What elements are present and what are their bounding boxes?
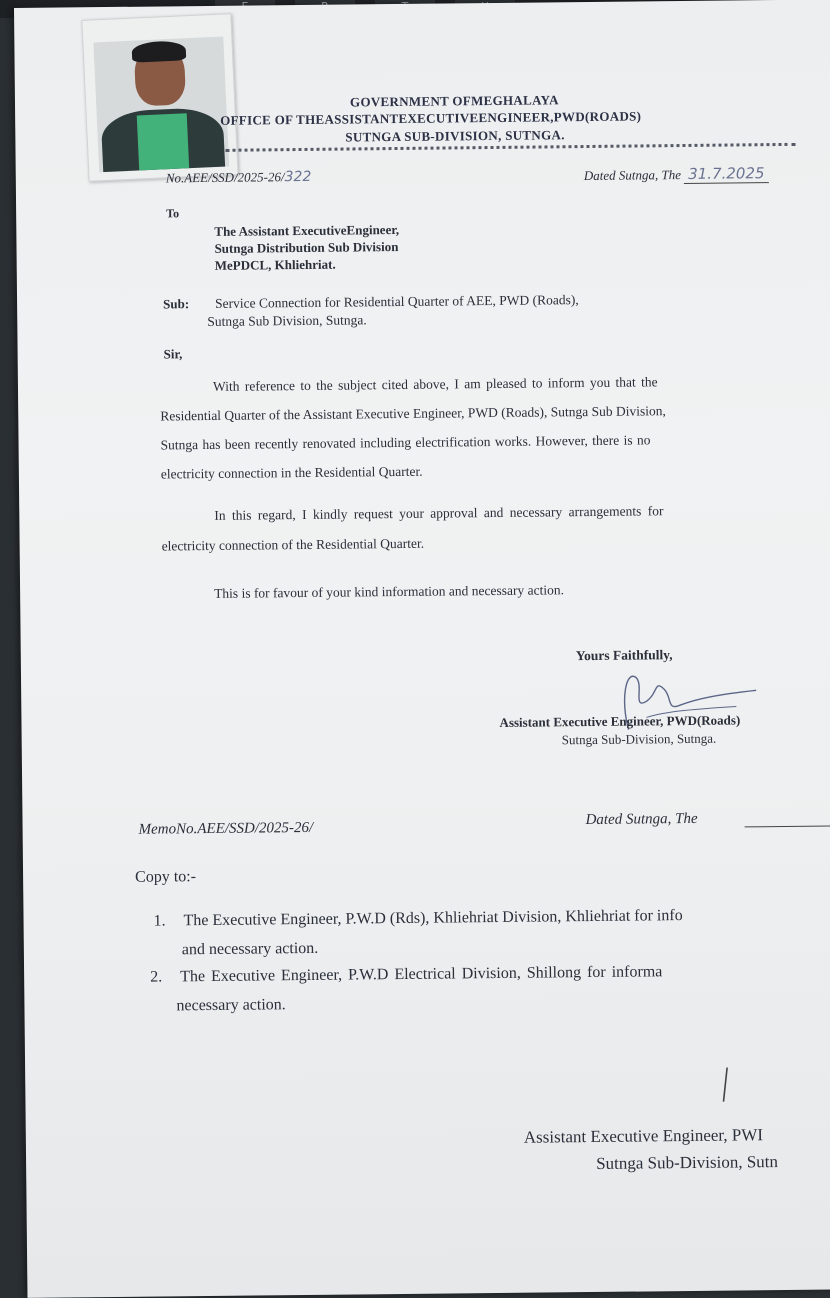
letterhead-government: GOVERNMENT OFMEGHALAYA [349,92,559,110]
footer-designation: Assistant Executive Engineer, PWI [523,1125,764,1147]
passport-photo [81,13,238,182]
subject-line2: Sutnga Sub Division, Sutnga. [207,312,367,329]
yours-faithfully: Yours Faithfully, [575,647,673,664]
body-para2-line1: In this regard, I kindly request your approval and necessary arrangements for [214,503,664,523]
body-para1-line1: With reference to the subject cited above, I am pleased to inform you that the [212,374,658,394]
letter-page [14,0,830,1298]
memo-date: Dated Sutnga, The [585,810,698,829]
body-para3: This is for favour of your kind information and necessary action. [214,582,564,601]
body-para2-line2: electricity connection of the Residential Quarter. [161,535,425,554]
letterhead-office: OFFICE OF THEASSISTANTEXECUTIVEENGINEER,PWD(ROADS) [220,108,642,128]
addressee-line2: Sutnga Distribution Sub Division [214,238,399,256]
copy-item-line1: The Executive Engineer, P.W.D Electrical Division, Shillong for informa [180,963,663,986]
to-label: To [166,206,180,221]
signatory-designation: Assistant Executive Engineer, PWD(Roads) [499,712,741,730]
copy-item-line1: The Executive Engineer, P.W.D (Rds), Khliehriat Division, Khliehriat for info [183,907,683,930]
memo-number: MemoNo.AEE/SSD/2025-26/ [138,819,314,838]
memo-date-blank [745,825,830,827]
copy-item-line2: and necessary action. [181,939,319,959]
body-para1-line2: Residential Quarter of the Assistant Executive Engineer, PWD (Roads), Sutnga Sub Division, [160,403,666,424]
body-para1-line4: electricity connection in the Residential Quarter. [160,463,423,482]
copy-item-line2: necessary action. [176,996,286,1015]
reference-number-handwritten: 322 [284,168,312,186]
letterhead-subdivision: SUTNGA SUB-DIVISION, SUTNGA. [345,127,565,145]
reference-date: Dated Sutnga, The 31.7.2025 [584,164,769,184]
footer-signature-mark [715,1066,735,1106]
copy-item-number: 1. [153,912,166,930]
footer-office: Sutnga Sub-Division, Sutn [596,1152,779,1173]
body-para1-line3: Sutnga has been recently renovated including electrification works. However, there is no [160,432,651,453]
salutation: Sir, [163,346,183,362]
copy-to-label: Copy to:- [135,868,197,886]
subject-line1: Service Connection for Residential Quarter of AEE, PWD (Roads), [215,292,579,311]
copy-item-number: 2. [150,968,163,986]
subject-label: Sub: [163,296,190,312]
reference-date-handwritten: 31.7.2025 [684,164,769,184]
addressee-line3: MePDCL, Khliehriat. [214,256,336,273]
reference-number: No.AEE/SSD/2025-26/322 [165,168,312,186]
signatory-office: Sutnga Sub-Division, Sutnga. [561,730,717,748]
letterhead-divider [225,143,795,156]
addressee-line1: The Assistant ExecutiveEngineer, [214,221,400,239]
